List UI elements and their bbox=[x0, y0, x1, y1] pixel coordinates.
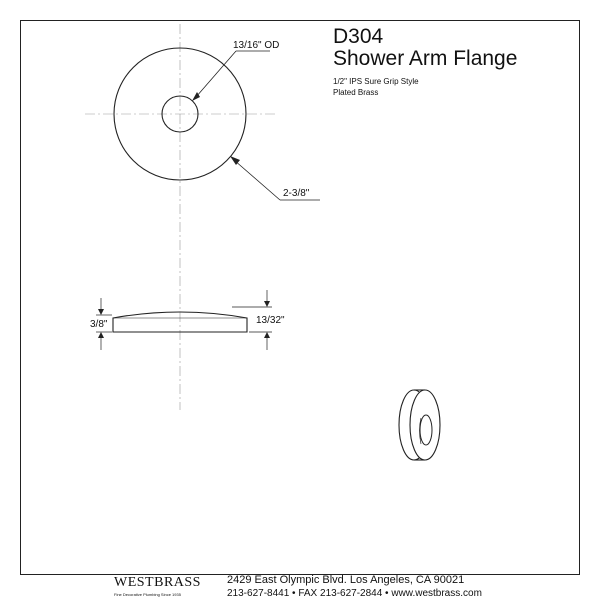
company-address: 2429 East Olympic Blvd. Los Angeles, CA 90021 bbox=[227, 574, 465, 586]
product-code: D304 bbox=[333, 25, 384, 48]
right-arrow-up bbox=[264, 332, 270, 338]
right-arrow-down bbox=[264, 301, 270, 307]
left-height-label: 3/8" bbox=[90, 319, 108, 330]
brand-logo: WESTBRASS bbox=[114, 575, 201, 590]
diameter-leader-line bbox=[234, 160, 280, 200]
product-name: Shower Arm Flange bbox=[333, 47, 518, 70]
spec-line-connection: 1/2" IPS Sure Grip Style bbox=[333, 77, 419, 86]
spec-line-material: Plated Brass bbox=[333, 88, 379, 97]
od-dimension-label: 13/16" OD bbox=[233, 40, 280, 51]
flange-iso-front bbox=[410, 390, 440, 460]
outer-diameter-label: 2-3/8" bbox=[283, 188, 310, 199]
brand-tagline: Fine Decorative Plumbing Since 1935 bbox=[114, 592, 181, 597]
left-arrow-down bbox=[98, 309, 104, 315]
left-arrow-up bbox=[98, 332, 104, 338]
company-contact: 213-627-8441 • FAX 213-627-2844 • www.westbrass.com bbox=[227, 588, 482, 599]
od-leader-line bbox=[196, 51, 236, 97]
right-height-label: 13/32" bbox=[256, 315, 285, 326]
